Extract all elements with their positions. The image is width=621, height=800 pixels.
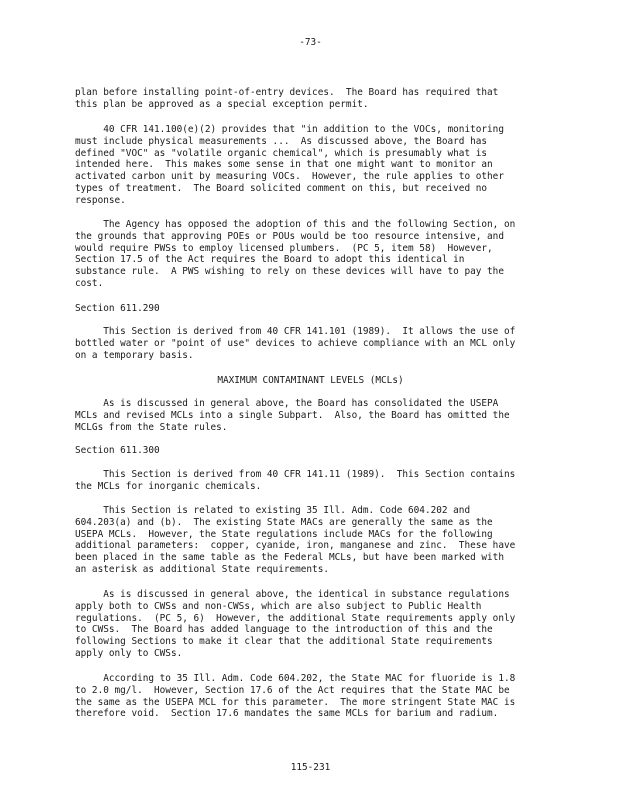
- text-line: must include physical measurements ... As discussed above, the Board has: [75, 135, 488, 147]
- text-line: USEPA MCLs. However, the State regulations include MACs for the following: [75, 528, 493, 540]
- section-title: [75, 303, 555, 315]
- text-line: According to 35 Ill. Adm. Code 604.202, the State MAC for fluoride is 1.8: [75, 673, 516, 684]
- paragraph: [75, 398, 555, 433]
- paragraph: [75, 124, 555, 207]
- text-line: the same as the USEPA MCL for this parameter. The more stringent State MAC is: [75, 696, 516, 708]
- text-line: additional parameters: copper, cyanide, iron, manganese and zinc. These have: [75, 540, 516, 552]
- text-line: This Section is derived from 40 CFR 141.11 (1989). This Section contains: [75, 469, 516, 480]
- text-line: Section 611.300: [75, 445, 160, 456]
- text-line: intended here. This makes some sense in that one might want to monitor an: [75, 159, 493, 171]
- text-line: cost.: [75, 277, 104, 289]
- text-line: Section 611.290: [75, 303, 160, 314]
- text-line: MCLGs from the State rules.: [75, 421, 228, 433]
- text-line: activated carbon unit by measuring VOCs. However, the rule applies to other: [75, 171, 504, 183]
- text-line: been placed in the same table as the Federal MCLs, but have been marked with: [75, 552, 504, 564]
- page-number: -73-: [299, 37, 322, 48]
- text-line: defined "VOC" as "volatile organic chemical", which is presumably what is: [75, 147, 488, 159]
- text-line: an asterisk as additional State requirements.: [75, 563, 329, 575]
- paragraph: [75, 219, 555, 290]
- text-line: This Section is related to existing 35 Ill. Adm. Code 604.202 and: [75, 505, 471, 516]
- text-line: apply only to CWSs.: [75, 647, 183, 659]
- text-line: bottled water or "point of use" devices to achieve compliance with an MCL only: [75, 337, 516, 349]
- text-line: to 2.0 mg/l. However, Section 17.6 of the Act requires that the State MAC be: [75, 684, 510, 696]
- section-title: [75, 445, 555, 457]
- text-line: As is discussed in general above, the identical in substance regulations: [75, 589, 510, 600]
- text-line: apply both to CWSs and non-CWSs, which are also subject to Public Health: [75, 600, 482, 612]
- text-line: MCLs and revised MCLs into a single Subpart. Also, the Board has omitted the: [75, 409, 510, 421]
- paragraph: [75, 469, 555, 493]
- paragraph: [75, 505, 555, 576]
- text-line: This Section is derived from 40 CFR 141.101 (1989). It allows the use of: [75, 326, 516, 337]
- text-line: the grounds that approving POEs or POUs would be too resource intensive, and: [75, 230, 504, 242]
- paragraph: [75, 589, 555, 660]
- text-line: types of treatment. The Board solicited comment on this, but received no: [75, 182, 488, 194]
- text-line: substance rule. A PWS wishing to rely on these devices will have to pay the: [75, 266, 504, 278]
- footer-page-id: 115-231: [290, 762, 331, 773]
- text-line: Section 17.5 of the Act requires the Board to adopt this identical in: [75, 254, 465, 266]
- text-line: therefore void. Section 17.6 mandates the same MCLs for barium and radium.: [75, 708, 499, 720]
- text-line: 40 CFR 141.100(e)(2) provides that "in addition to the VOCs, monitoring: [75, 124, 504, 135]
- text-line: regulations. (PC 5, 6) However, the additional State requirements apply only: [75, 612, 516, 624]
- text-line: plan before installing point-of-entry devices. The Board has required that: [75, 87, 499, 98]
- text-line: this plan be approved as a special exception permit.: [75, 98, 369, 110]
- text-line: response.: [75, 194, 126, 206]
- text-line: would require PWSs to employ licensed plumbers. (PC 5, item 58) However,: [75, 242, 493, 254]
- text-line: on a temporary basis.: [75, 349, 194, 361]
- text-line: The Agency has opposed the adoption of this and the following Section, on: [75, 219, 516, 230]
- text-line: to CWSs. The Board has added language to the introduction of this and the: [75, 624, 493, 636]
- paragraph: [75, 326, 555, 361]
- section-heading: MAXIMUM CONTAMINANT LEVELS (MCLs): [217, 375, 404, 386]
- text-line: As is discussed in general above, the Board has consolidated the USEPA: [75, 398, 499, 409]
- paragraph: [75, 87, 555, 111]
- text-line: the MCLs for inorganic chemicals.: [75, 480, 262, 492]
- text-line: 604.203(a) and (b). The existing State MACs are generally the same as the: [75, 516, 493, 528]
- text-line: following Sections to make it clear that the additional State requirements: [75, 636, 493, 648]
- paragraph: [75, 673, 555, 720]
